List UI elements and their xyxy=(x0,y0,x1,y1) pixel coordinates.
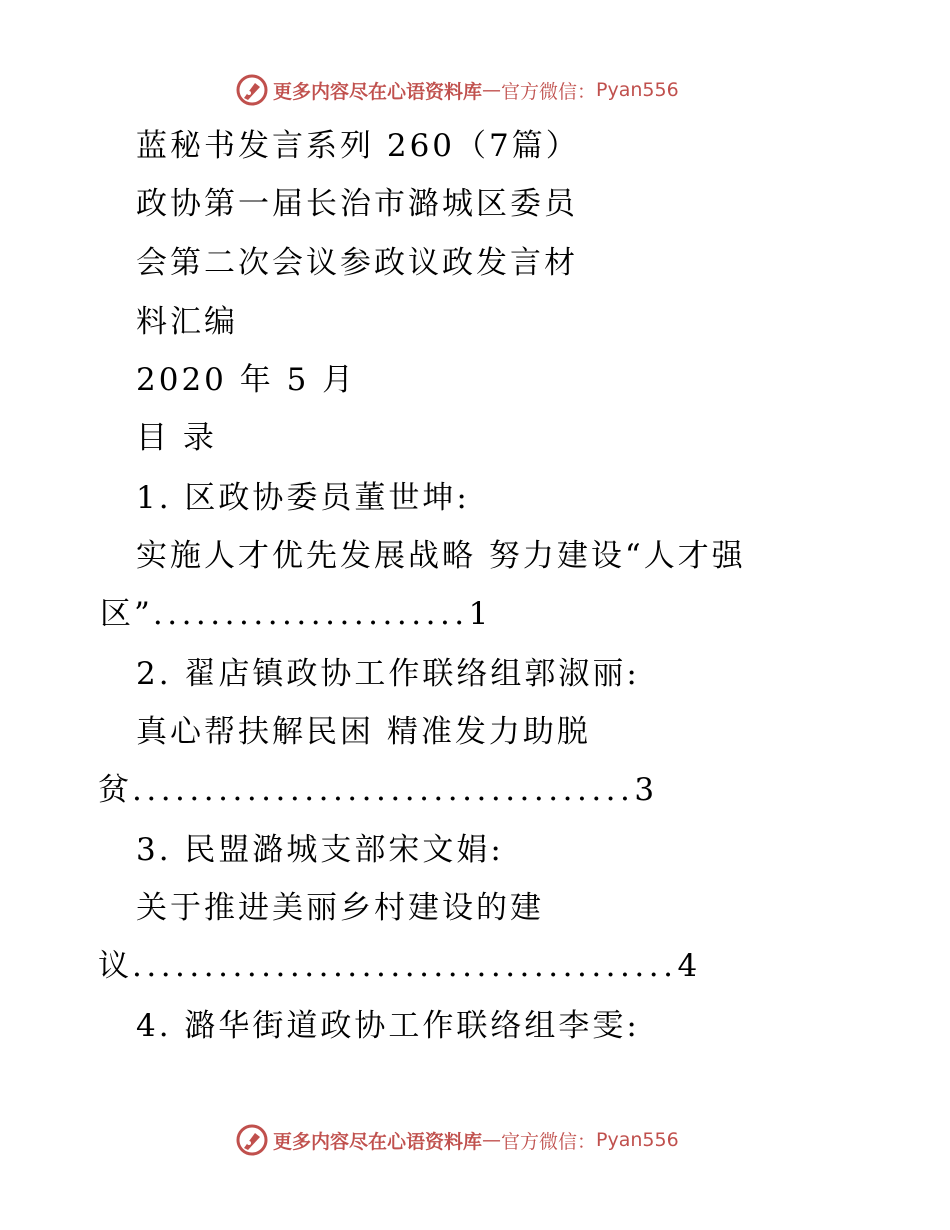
toc-entry-2-title: 真心帮扶解民困 精准发力助脱 xyxy=(136,714,591,750)
banner-label: 官方微信： xyxy=(501,80,597,103)
footer-banner xyxy=(235,1122,679,1158)
banner-main-text: 更多内容尽在心语资料库 xyxy=(273,1130,483,1153)
banner-separator: — xyxy=(482,79,502,101)
toc-entry-3-title-cont xyxy=(98,946,700,986)
toc-entry-1-title: 实施人才优先发展战略 努力建设“人才强 xyxy=(136,538,746,574)
toc-entry-2-title-end: 贫 xyxy=(98,772,132,808)
toc-entry-1-title-end: 区” xyxy=(100,596,153,632)
pen-nib-logo-icon xyxy=(235,73,269,107)
toc-entry-3-page: 4 xyxy=(677,948,701,984)
series-line: 蓝秘书发言系列 260（7篇） xyxy=(136,128,580,164)
toc-entry-1-page: 1 xyxy=(468,596,492,632)
toc-entry-2-author: 2. 翟店镇政协工作联络组郭淑丽: xyxy=(136,656,640,692)
toc-entry-3-author: 3. 民盟潞城支部宋文娟: xyxy=(136,832,504,868)
toc-entry-2-title-cont xyxy=(98,770,657,810)
toc-entry-4-author: 4. 潞华街道政协工作联络组李雯: xyxy=(136,1008,640,1044)
banner-main-text: 更多内容尽在心语资料库 xyxy=(273,80,483,103)
banner-separator: — xyxy=(482,1129,502,1151)
toc-entry-1-author: 1. 区政协委员董世坤: xyxy=(136,480,470,516)
toc-entry-1-dots: ...................... xyxy=(152,596,469,632)
toc-entry-2-page: 3 xyxy=(634,772,658,808)
title-line-1: 政协第一届长治市潞城区委员 xyxy=(136,186,578,222)
toc-entry-2-dots: ................................... xyxy=(132,772,635,808)
banner-wechat-id: Pyan556 xyxy=(596,79,679,101)
header-banner xyxy=(235,72,679,108)
pen-nib-logo-icon xyxy=(235,1123,269,1157)
title-line-2: 会第二次会议参政议政发言材 xyxy=(136,245,578,281)
banner-wechat-id: Pyan556 xyxy=(596,1129,679,1151)
date-line: 2020 年 5 月 xyxy=(136,362,357,398)
title-line-3: 料汇编 xyxy=(136,304,238,340)
toc-entry-1-title-cont xyxy=(100,594,491,634)
toc-entry-3-dots: ...................................... xyxy=(132,948,678,984)
toc-entry-3-title-end: 议 xyxy=(98,948,132,984)
banner-label: 官方微信： xyxy=(501,1130,597,1153)
toc-entry-3-title: 关于推进美丽乡村建设的建 xyxy=(136,890,544,926)
toc-heading: 目 录 xyxy=(136,420,217,456)
